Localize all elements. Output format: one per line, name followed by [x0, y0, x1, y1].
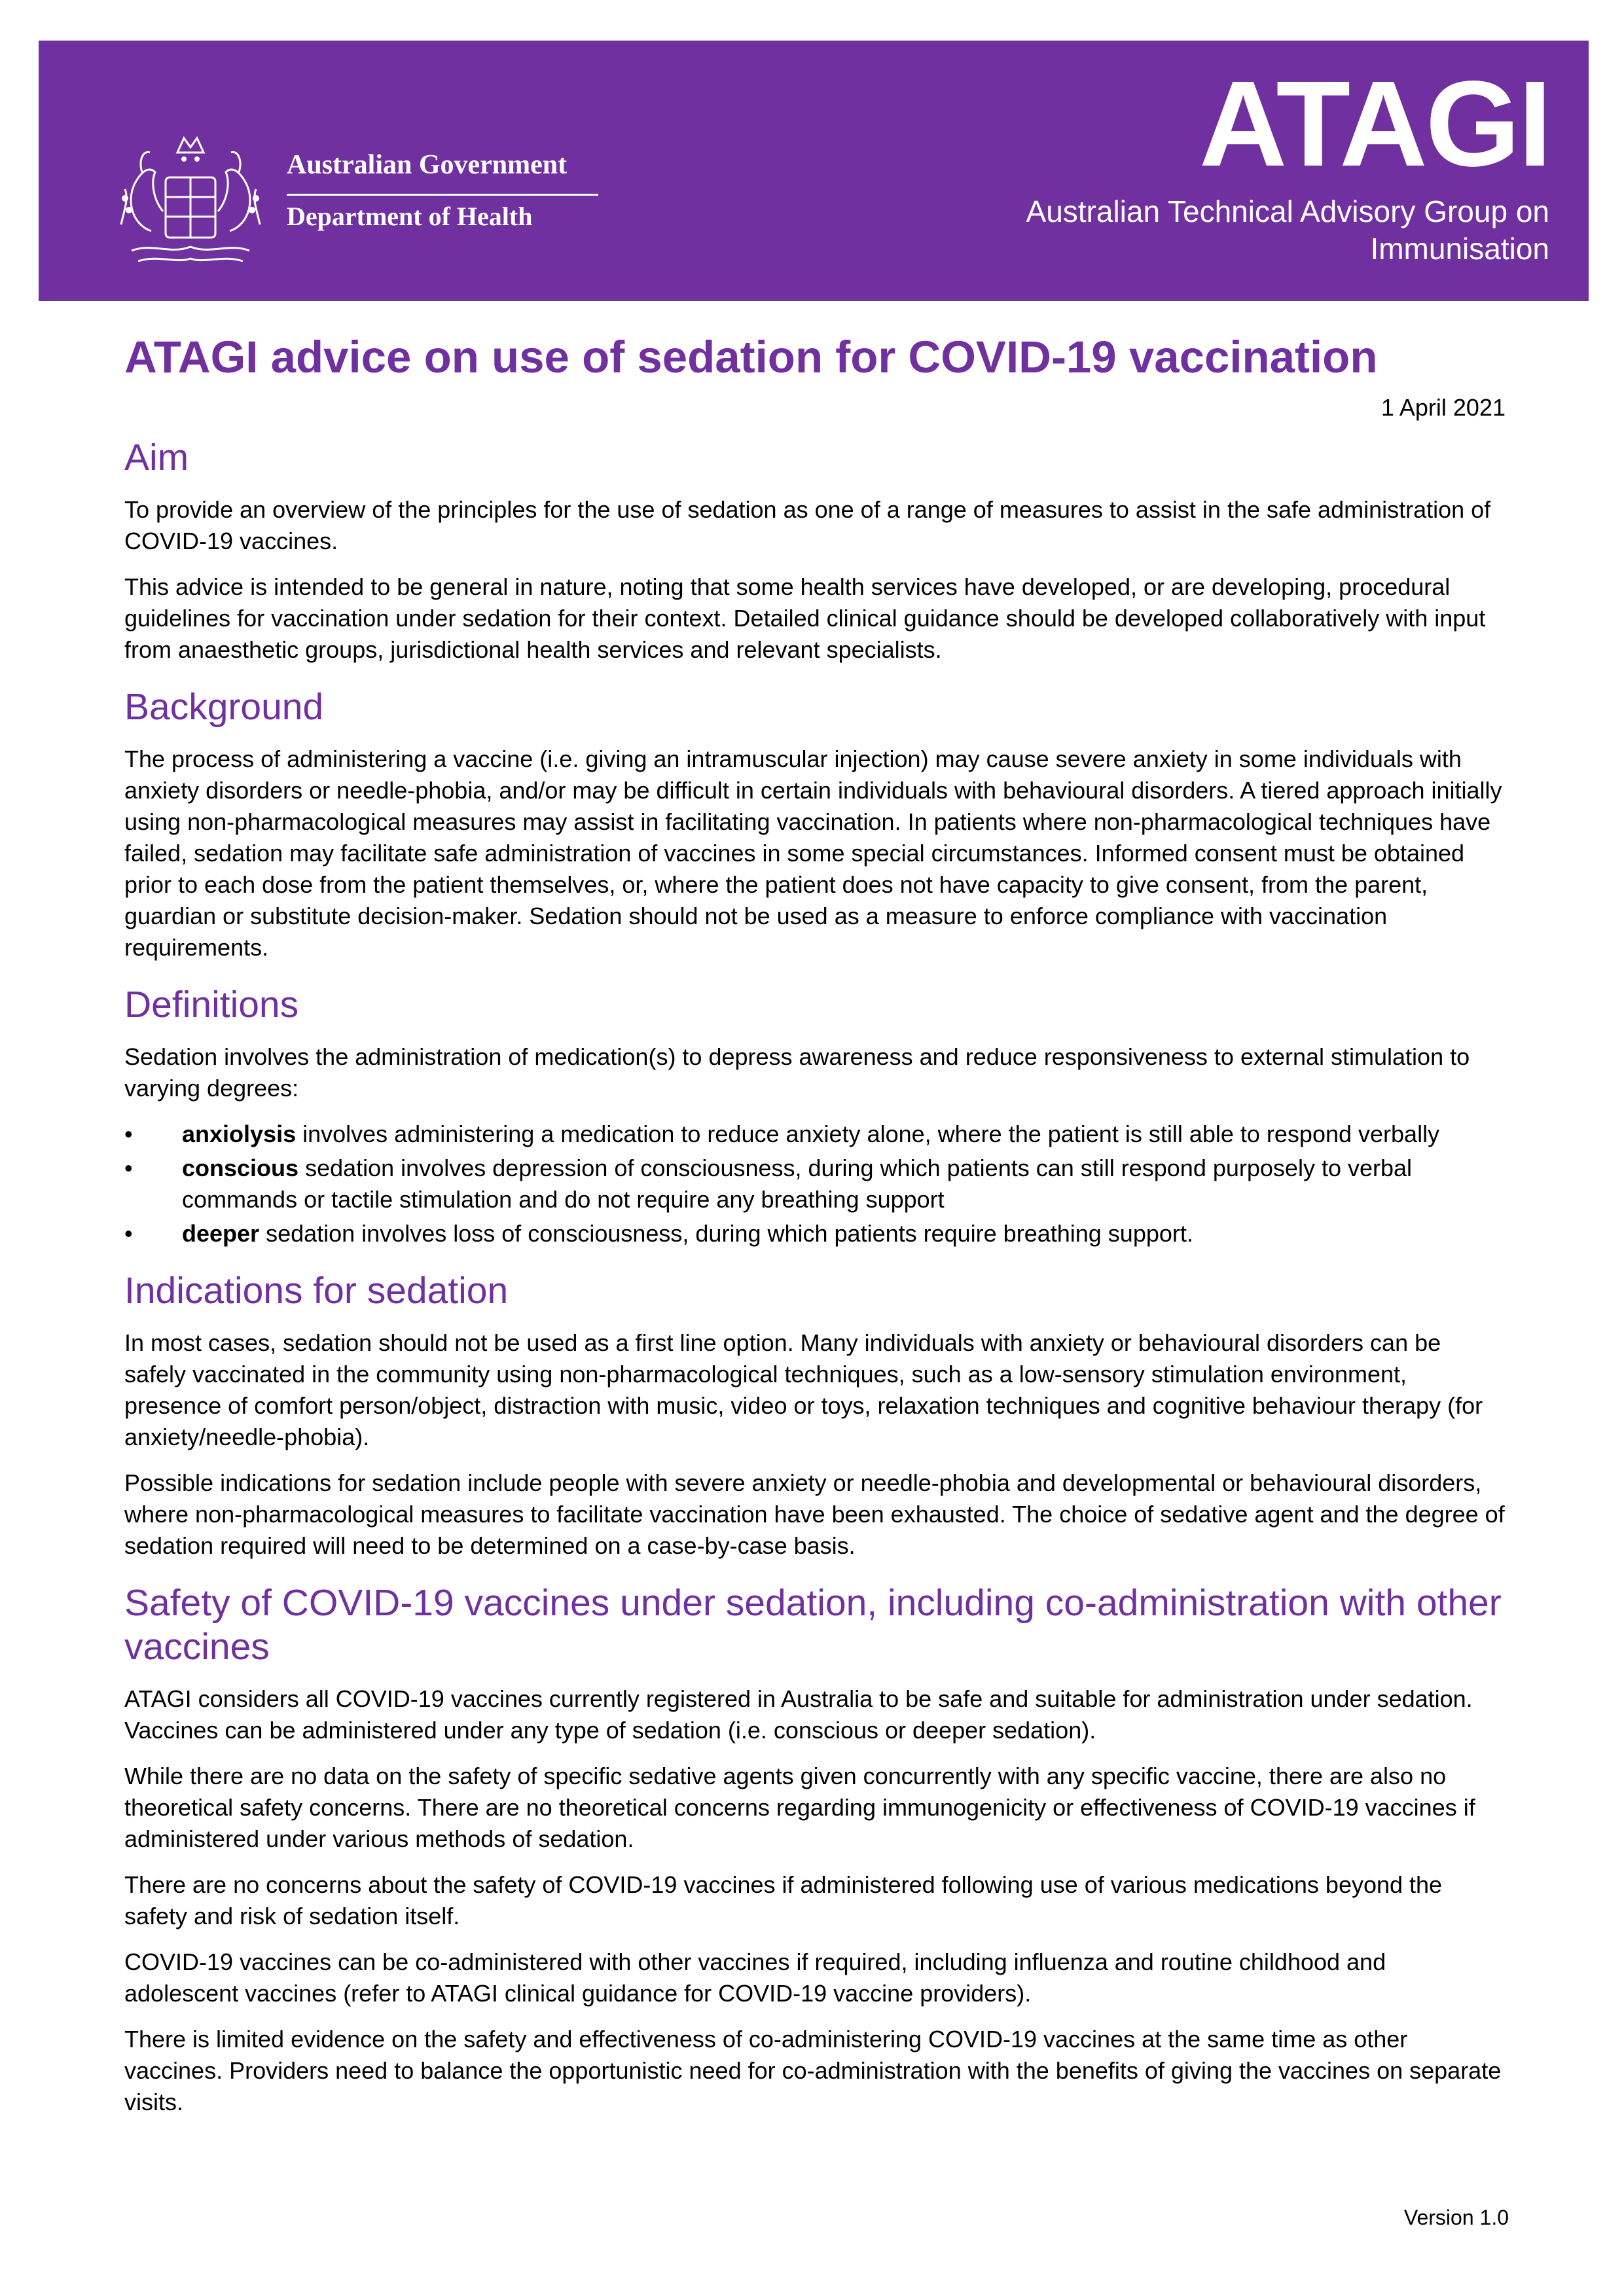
document-version: Version 1.0 — [1403, 2206, 1509, 2229]
section-definitions — [124, 983, 1506, 1249]
atagi-full-name: Australian Technical Advisory Group on Immunisation — [1026, 194, 1549, 266]
section-heading-safety: Safety of COVID-19 vaccines under sedation, including co-administration with other vaccines — [124, 1582, 1502, 1668]
definition-text: involves administering a medication to reduce anxiety alone, where the patient is still able to respond verbally — [296, 1121, 1440, 1147]
department-name: Department of Health — [287, 202, 533, 231]
government-name: Australian Government — [287, 150, 568, 180]
paragraph: In most cases, sedation should not be used as a first line option. Many individuals with anxiety or behavioural disorders can be safely vaccinated in the community using non-pharmacological techniques, such as a low-sensory stimulation environment, presence of comfort person/object, distraction with music, video or toys, relaxation techniques and cognitive behaviour therapy (for anxiety/needle-phobia). — [124, 1329, 1483, 1450]
list-item — [124, 1218, 1506, 1249]
paragraph: ATAGI considers all COVID-19 vaccines currently registered in Australia to be safe and suitable for administration under sedation. Vaccines can be administered under any type of sedation (i.e. conscious or deeper sedation). — [124, 1685, 1473, 1744]
paragraph: This advice is intended to be general in nature, noting that some health services have developed, or are developing, procedural guidelines for vaccination under sedation for their context. Detailed clinical guidance should be developed collaboratively with input from anaesthetic groups, jurisdictional health services and relevant specialists. — [124, 573, 1486, 663]
definition-term: conscious — [182, 1155, 299, 1181]
list-item — [124, 1153, 1506, 1215]
paragraph: There is limited evidence on the safety and effectiveness of co-administering COVID-19 vaccines at the same time as other vaccines. Providers need to balance the opportunistic need for co-administration with the benefits of giving the vaccines on separate visits. — [124, 2026, 1502, 2115]
definition-term: anxiolysis — [182, 1121, 297, 1147]
document-date: 1 April 2021 — [1380, 394, 1506, 421]
bullet-icon: • — [124, 1121, 133, 1147]
section-heading-definitions: Definitions — [124, 984, 299, 1026]
coat-of-arms-icon — [112, 126, 269, 277]
paragraph: To provide an overview of the principles for the use of sedation as one of a range of measures to assist in the safe administration of COVID-19 vaccines. — [124, 496, 1491, 554]
atagi-logo: ATAGI — [1199, 56, 1550, 192]
document-body — [124, 325, 1506, 2132]
definitions-list — [124, 1119, 1506, 1249]
paragraph: While there are no data on the safety of specific sedative agents given concurrently with any specific vaccine, there are also no theoretical safety concerns. There are no theoretical concerns regarding immunogenicity or effectiveness of COVID-19 vaccines if administered under various methods of sedation. — [124, 1763, 1475, 1852]
definition-text: sedation involves depression of consciousness, during which patients can still respond purposely to verbal commands or tactile stimulation and do not require any breathing support — [182, 1155, 1413, 1213]
paragraph: The process of administering a vaccine (i.e. giving an intramuscular injection) may cause severe anxiety in some individuals with anxiety disorders or needle-phobia, and/or may be difficult in certain individuals with behavioural disorders. A tiered approach initially using non-pharmacological measures may assist in facilitating vaccination. In patients where non-pharmacological techniques have failed, sedation may facilitate safe administration of vaccines in some special circumstances. Informed consent must be obtained prior to each dose from the patient themselves, or, where the patient does not have capacity to give consent, from the parent, guardian or substitute decision-maker. Sedation should not be used as a measure to enforce compliance with vaccination requirements. — [124, 745, 1502, 961]
definition-term: deeper — [182, 1220, 260, 1247]
section-safety — [124, 1581, 1506, 2118]
section-heading-aim: Aim — [124, 437, 189, 478]
document-title: ATAGI advice on use of sedation for COVID-19 vaccination — [124, 332, 1378, 382]
list-item — [124, 1119, 1506, 1150]
section-heading-background: Background — [124, 686, 324, 728]
government-divider — [287, 194, 598, 196]
definition-text: sedation involves loss of consciousness, during which patients require breathing support. — [259, 1220, 1193, 1247]
paragraph: There are no concerns about the safety of COVID-19 vaccines if administered following use of various medications beyond the safety and risk of sedation itself. — [124, 1871, 1443, 1929]
section-heading-indications: Indications for sedation — [124, 1270, 509, 1312]
paragraph: COVID-19 vaccines can be co-administered with other vaccines if required, including influenza and routine childhood and adolescent vaccines (refer to ATAGI clinical guidance for COVID-19 vaccine providers). — [124, 1948, 1386, 2007]
section-aim — [124, 436, 1506, 666]
bullet-icon: • — [124, 1220, 133, 1247]
section-indications — [124, 1269, 1506, 1562]
paragraph: Sedation involves the administration of medication(s) to depress awareness and reduce responsiveness to external stimulation to varying degrees: — [124, 1043, 1470, 1102]
paragraph: Possible indications for sedation include people with severe anxiety or needle-phobia and developmental or behavioural disorders, where non-pharmacological measures to facilitate vaccination have been exhausted. The choice of sedative agent and the degree of sedation required will need to be determined on a case-by-case basis. — [124, 1469, 1505, 1559]
section-background — [124, 685, 1506, 963]
bullet-icon: • — [124, 1155, 133, 1181]
